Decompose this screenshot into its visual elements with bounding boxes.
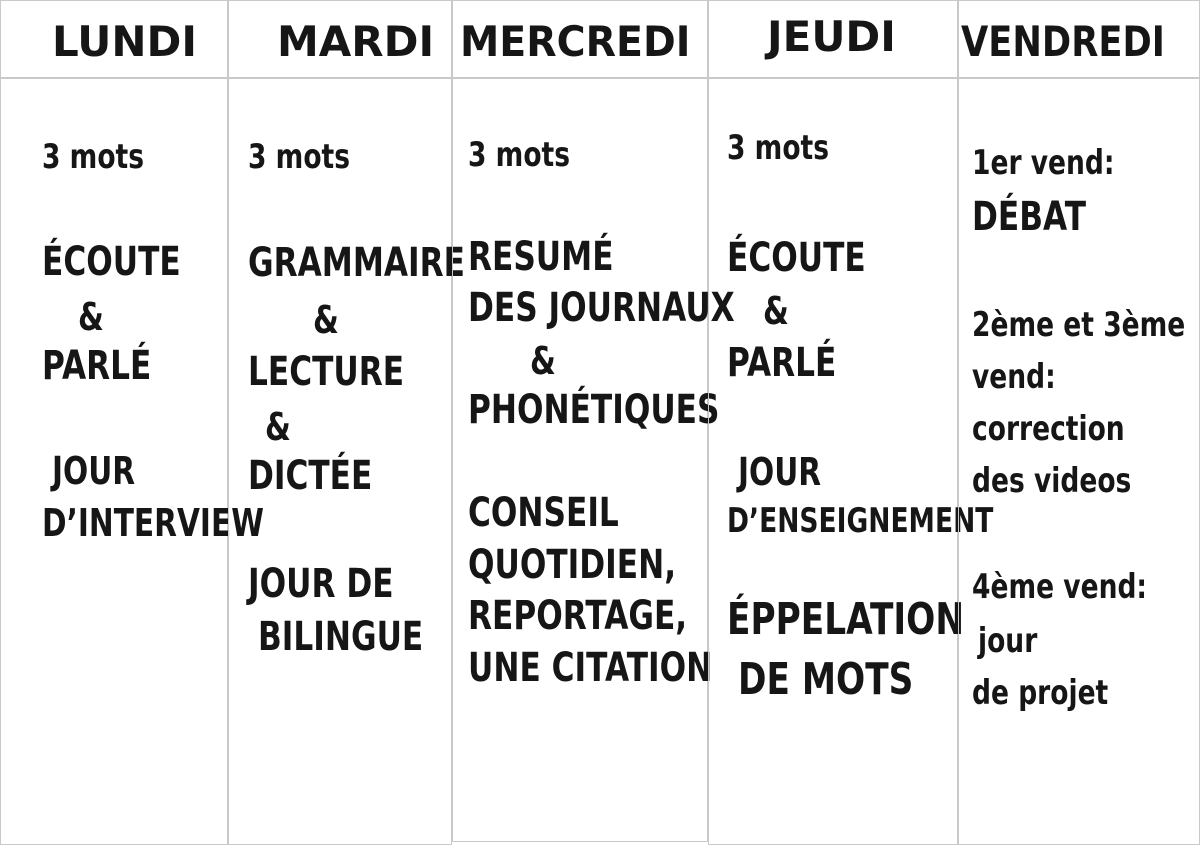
jeudi-three-words: 3 mots <box>727 128 830 168</box>
mardi-three-words: 3 mots <box>248 137 351 177</box>
mardi-bilingual: BILINGUE <box>258 614 424 660</box>
mercredi-daily: QUOTIDIEN, <box>468 542 677 588</box>
lundi-day-label: JOUR <box>52 449 136 493</box>
lundi-speaking: PARLÉ <box>42 343 152 389</box>
day-header-mercredi: MERCREDI <box>460 17 691 66</box>
mercredi-three-words: 3 mots <box>468 135 571 175</box>
mercredi-advice: CONSEIL <box>468 490 619 536</box>
day-header-jeudi: JEUDI <box>767 12 896 61</box>
vendredi-project: de projet <box>972 673 1109 713</box>
lundi-listening: ÉCOUTE <box>42 239 181 285</box>
mardi-reading: LECTURE <box>248 349 405 395</box>
mercredi-summary: RESUMÉ <box>468 234 614 280</box>
vendredi-fourth-friday: 4ème vend: <box>972 567 1148 607</box>
vendredi-correction: correction <box>972 409 1125 449</box>
jeudi-speaking: PARLÉ <box>727 340 837 386</box>
jeudi-day-label: JOUR <box>738 450 822 494</box>
day-header-lundi: LUNDI <box>52 17 198 66</box>
day-column-mercredi <box>452 78 708 842</box>
jeudi-listening: ÉCOUTE <box>727 235 866 281</box>
mercredi-newspapers: DES JOURNAUX <box>468 285 735 331</box>
mardi-ampersand-2: & <box>265 405 291 449</box>
mercredi-quote: UNE CITATION <box>468 645 713 691</box>
lundi-interview-day: D’INTERVIEW <box>42 501 264 545</box>
mardi-ampersand-1: & <box>313 298 339 342</box>
mardi-dictation: DICTÉE <box>248 453 373 499</box>
mardi-grammar: GRAMMAIRE <box>248 240 465 286</box>
jeudi-ampersand: & <box>763 289 789 333</box>
jeudi-teaching-day: D’ENSEIGNEMENT <box>727 501 994 541</box>
mardi-day-of: JOUR DE <box>248 561 394 607</box>
vendredi-first-friday: 1er vend: <box>972 143 1115 183</box>
day-header-mardi: MARDI <box>277 17 435 66</box>
vendredi-videos: des videos <box>972 461 1132 501</box>
mercredi-ampersand: & <box>530 339 556 383</box>
vendredi-second-third: 2ème et 3ème <box>972 305 1186 345</box>
lundi-ampersand: & <box>78 295 104 339</box>
mercredi-phonetics: PHONÉTIQUES <box>468 387 720 433</box>
vendredi-friday-label: vend: <box>972 357 1056 397</box>
vendredi-debate: DÉBAT <box>972 194 1087 240</box>
lundi-three-words: 3 mots <box>42 137 145 177</box>
vendredi-day: jour <box>978 621 1038 661</box>
jeudi-spelling: ÉPPELATION <box>727 594 965 645</box>
day-header-vendredi: VENDREDI <box>961 17 1165 66</box>
jeudi-of-words: DE MOTS <box>738 654 914 705</box>
mercredi-report: REPORTAGE, <box>468 593 688 639</box>
